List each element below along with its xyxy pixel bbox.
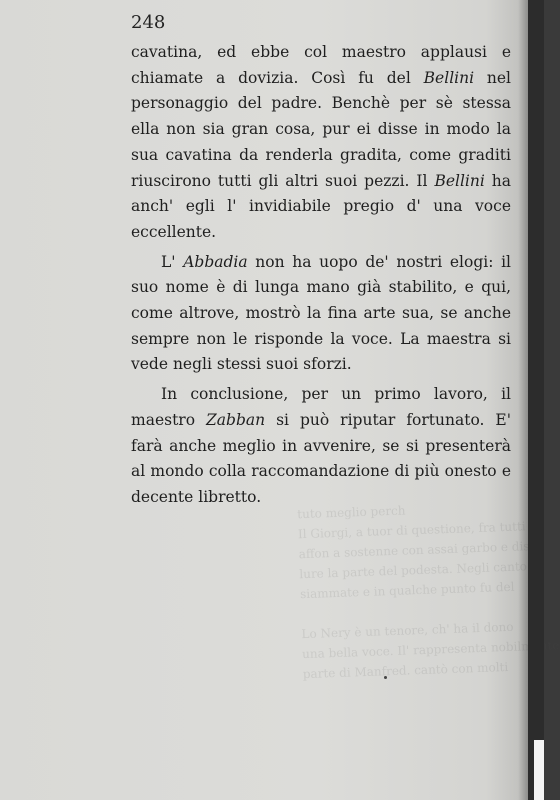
italic-name: Bellini (423, 68, 475, 87)
page-number: 248 (131, 12, 166, 33)
page-edge-shadow (518, 0, 528, 800)
text-run: si può riputar fortunato. E' farà anche meglio in avvenire, se si presenterà al mondo colla raccomandazione di più onesto e decente libretto. (131, 410, 511, 506)
text-run: ha anch' egli l' invidiabile pregio d' una voce eccellente. (131, 171, 511, 241)
scan-border-notch (534, 740, 544, 800)
text-run: In conclusione, per un primo lavoro, il maestro (131, 385, 511, 429)
text-run: L' (161, 252, 184, 271)
text-run: non ha uopo de' nostri elogi: il suo nome è di lunga mano già stabilito, e qui, come altrove, mostrò la fina arte sua, se anche sempre non le risponde la voce. La maestra si vede negli stessi suoi sforzi. (131, 252, 512, 374)
paragraph-3 (131, 382, 511, 511)
text-run: cavatina, ed ebbe col maestro applausi e chiamate a dovizia. Così fu del (131, 43, 511, 87)
ink-speck (384, 676, 387, 679)
page-body (131, 40, 511, 511)
italic-name: Bellini (434, 171, 485, 190)
italic-name: Zabban (206, 410, 266, 429)
scan-border (528, 0, 544, 800)
italic-name: Abbadia (183, 252, 248, 271)
bleed-through-text: tuto meglio perch Il Giorgi, a tuor di questione, fra tutti affon a sostenne con assai garbo e dis lure la parte del podesta. Negli canto siammate e in qualche punto fu del Lo Nery è un tenore, ch' ha il dono una bella voce. Il' rappresenta nobilmente parte di Manfred. cantò con molti (297, 503, 560, 682)
paragraph-2 (131, 250, 511, 379)
paragraph-1 (131, 40, 511, 246)
text-run: nel personaggio del padre. Benchè per sè stessa ella non sia gran cosa, pur ei disse in modo la sua cavatina da renderla gradita, come graditi riuscirono tutti gli altri suoi pezzi. Il (131, 68, 512, 190)
